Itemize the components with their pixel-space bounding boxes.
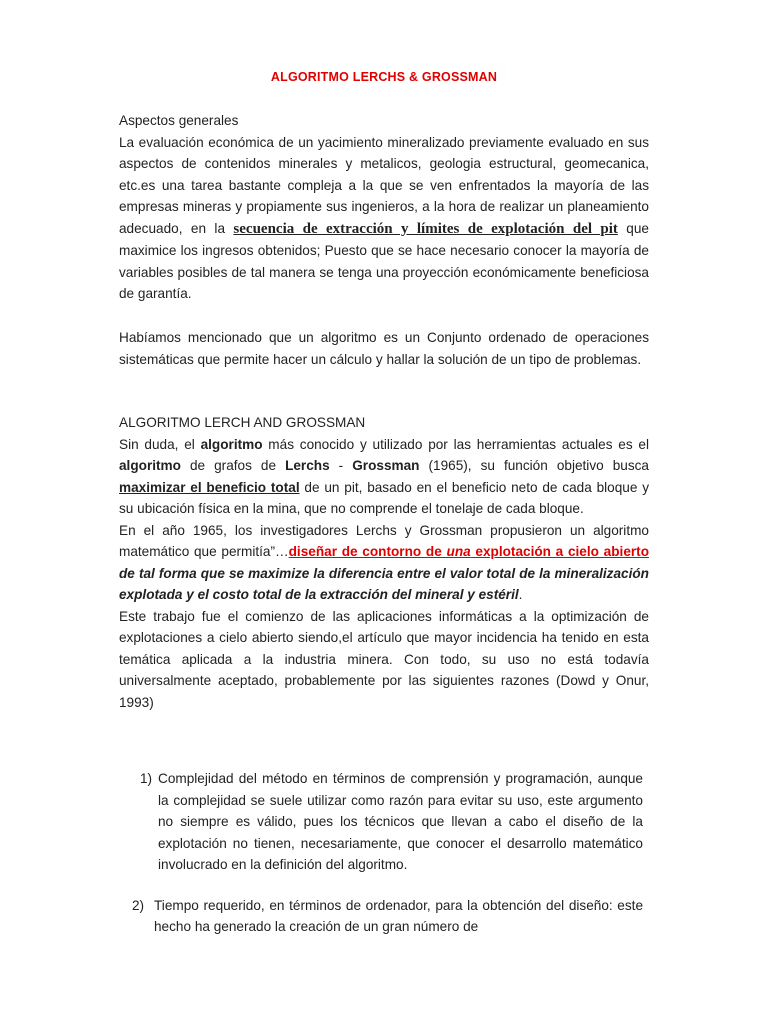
section-heading-aspectos: Aspectos generales [119, 113, 239, 128]
list-item-text: Complejidad del método en términos de comprensión y programación, aunque la complejidad se suele utilizar como razón para evitar su uso, este argumento no siempre es válido, pues los técnicos que llevan a cabo el diseño de la explotación no tienen, necesariamente, que conocer el desarrollo matemático involucrado en la definición del algoritmo. [158, 771, 643, 872]
paragraph-anio-1965: En el año 1965, los investigadores Lerchs y Grossman propusieron un algoritmo matemático que permitía”…diseñar de contorno de una explotación a cielo abierto de tal forma que se maximize la diferencia entre el valor total de la mineralización explotada y el costo total de la extracción del mineral y estéril. [119, 522, 649, 602]
paragraph-algoritmo-definicion: Habíamos mencionado que un algoritmo es un Conjunto ordenado de operaciones sistemáticas que permite hacer un cálculo y hallar la solución de un tipo de problemas. [119, 330, 649, 367]
link-disenar-contorno[interactable]: diseñar de contorno de una explotación a cielo abierto [288, 544, 649, 559]
list-item-number: 1) [140, 771, 153, 786]
list-item [132, 895, 643, 938]
list-item [140, 768, 643, 876]
paragraph-evaluacion: La evaluación económica de un yacimiento mineralizado previamente evaluado en sus aspectos de contenidos minerales y metalicos, geologia estructural, geomecanica, etc.es una tarea bastante compleja a la que se ven enfrentados la mayoría de las empresas mineras y propiamente sus ingenieros, a la hora de realizar un planeamiento adecuado, en la secuencia de extracción y límites de explotación del pit que maximice los ingresos obtenidos; Puesto que se hace necesario conocer la mayoría de variables posibles de tal manera se tenga una proyección económicamente beneficiosa de garantía. [119, 134, 649, 301]
emphasis-maximizar: maximizar el beneficio total [119, 479, 300, 495]
reasons-list [132, 768, 643, 938]
section-heading-lerch-grossman: ALGORITMO LERCH AND GROSSMAN [119, 415, 366, 430]
section-aspectos [119, 110, 649, 305]
list-item-number: 2) [132, 897, 145, 913]
document-title: ALGORITMO LERCHS & GROSSMAN [270, 70, 498, 84]
paragraph-este-trabajo: Este trabajo fue el comienzo de las aplicaciones informáticas a la optimización de explotaciones a cielo abierto siendo,el artículo que mayor incidencia ha tenido en esta temática aplicada a la industria minera. Con todo, su uso no está todavía universalmente aceptado, probablemente por las siguientes razones (Dowd y Onur, 1993) [119, 608, 649, 710]
list-item-text: Tiempo requerido, en términos de ordenador, para la obtención del diseño: este hecho ha generado la creación de un gran número de [154, 897, 643, 934]
section-algoritmo-definicion [119, 327, 649, 370]
section-lerch-grossman [119, 412, 649, 713]
paragraph-sin-duda: Sin duda, el algoritmo más conocido y utilizado por las herramientas actuales es el algoritmo de grafos de Lerchs - Grossman (1965), su función objetivo busca maximizar el beneficio total de un pit, basado en el beneficio neto de cada bloque y su ubicación física en la mina, que no comprende el tonelaje de cada bloque. [119, 436, 650, 516]
link-secuencia-extraccion[interactable]: secuencia de extracción y límites de explotación del pit [233, 220, 618, 237]
